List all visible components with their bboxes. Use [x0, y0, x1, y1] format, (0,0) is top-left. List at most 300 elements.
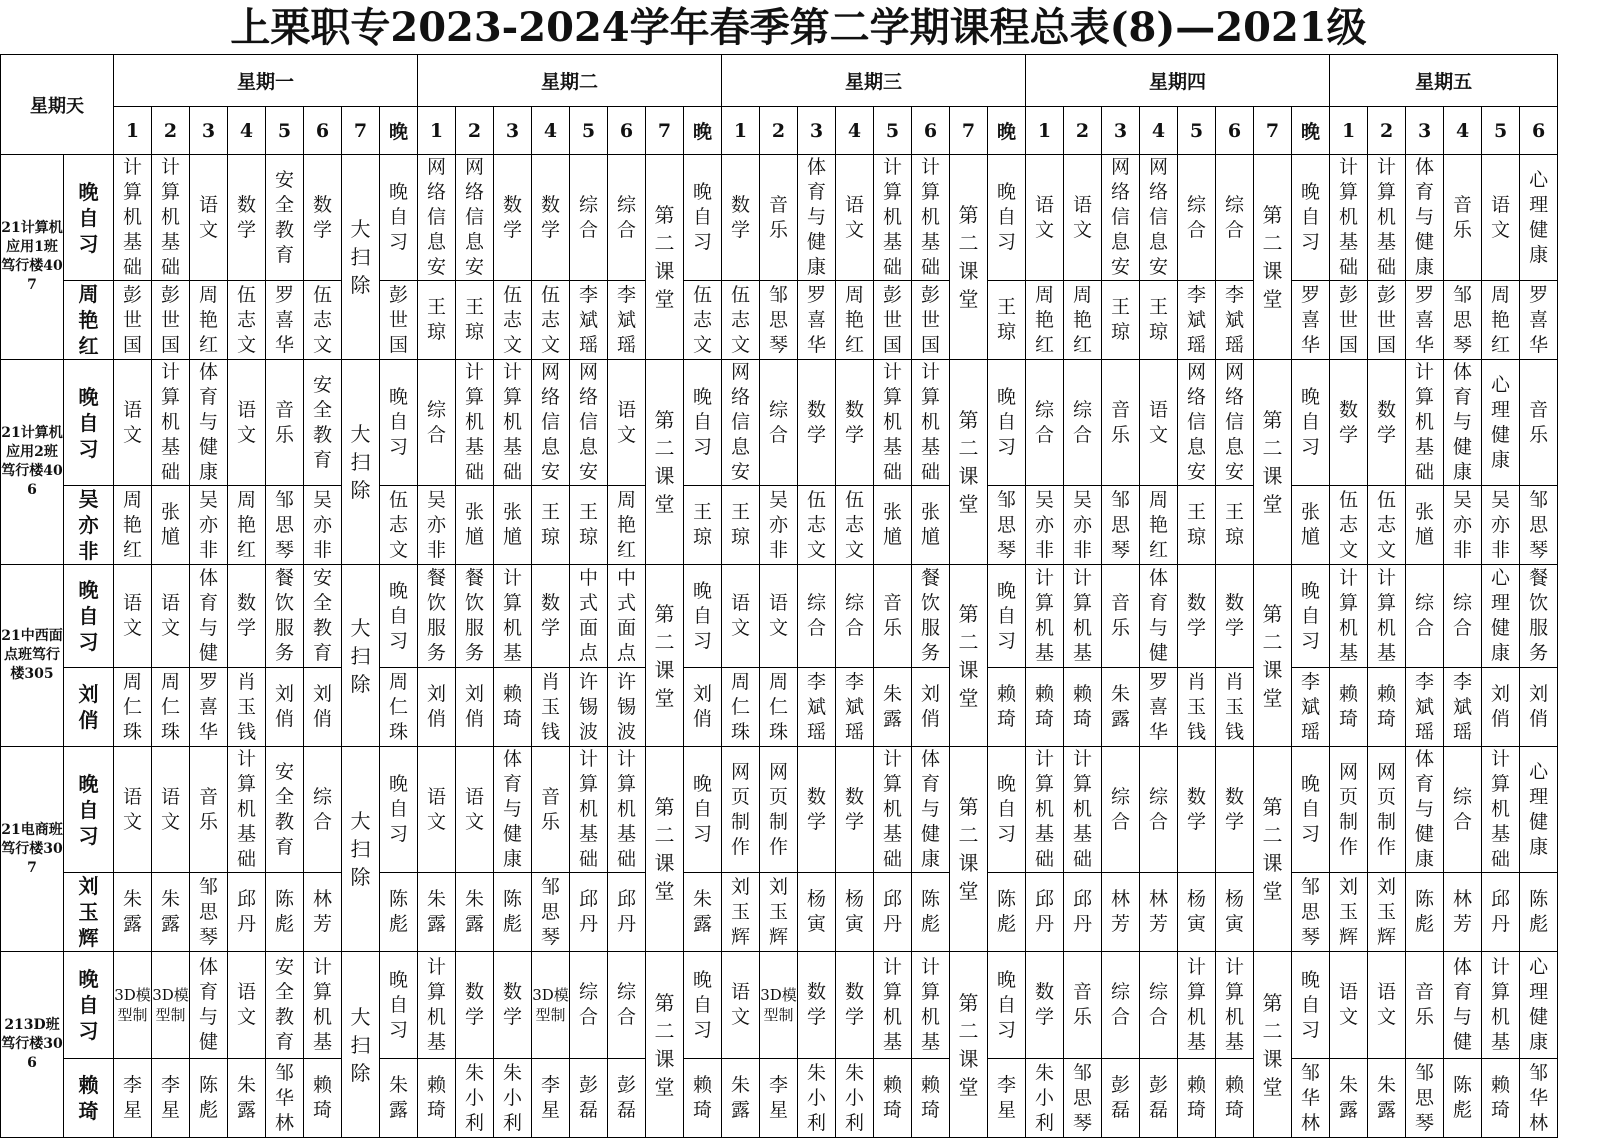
course-cell: 网络信息安: [722, 360, 760, 486]
course-cell: 计算机基础: [1330, 155, 1368, 281]
course-cell: 综合: [418, 360, 456, 486]
teacher-cell: 彭世国: [1368, 281, 1406, 360]
teacher-cell: 陈彪: [1520, 873, 1558, 952]
course-cell: 数学: [836, 952, 874, 1059]
teacher-cell: 王琼: [570, 486, 608, 565]
course-cell: 体育与健康: [912, 747, 950, 873]
period-header: 1: [114, 107, 152, 155]
head-teacher: 吴亦非: [64, 486, 114, 565]
course-cell: 体育与健: [1140, 565, 1178, 668]
course-cell: 语文: [1330, 952, 1368, 1059]
course-cell: 餐饮服务: [912, 565, 950, 668]
course-cell: 综合: [1140, 747, 1178, 873]
head-teacher: 刘俏: [64, 668, 114, 747]
period-header: 1: [1026, 107, 1064, 155]
course-cell: 数学: [1330, 360, 1368, 486]
course-cell: 计算机基础: [152, 360, 190, 486]
teacher-cell: 邹思琴: [1406, 1059, 1444, 1138]
class-course-row: [1, 155, 1558, 281]
evening-cell: 晚自习: [380, 747, 418, 873]
period-header: 5: [1178, 107, 1216, 155]
evening-cell: 晚自习: [1292, 747, 1330, 873]
teacher-cell: 周艳红: [608, 486, 646, 565]
teacher-cell: 刘玉辉: [760, 873, 798, 952]
course-cell: 网络信息安: [1140, 155, 1178, 281]
teacher-cell: 罗喜华: [1406, 281, 1444, 360]
course-cell: 语文: [722, 952, 760, 1059]
teacher-cell: 彭世国: [114, 281, 152, 360]
second-class-cell: 第二课堂: [950, 952, 988, 1138]
period-header: 2: [456, 107, 494, 155]
class-teacher-row: [1, 873, 1558, 952]
class-name: 21中西面点班笃行楼305: [1, 565, 64, 747]
course-cell: 网络信息安: [1216, 360, 1254, 486]
second-class-cell: 第二课堂: [646, 747, 684, 952]
course-cell: 综合: [1444, 565, 1482, 668]
evening-teacher-cell: 伍志文: [684, 281, 722, 360]
teacher-cell: 罗喜华: [266, 281, 304, 360]
evening-cell: 晚自习: [1292, 155, 1330, 281]
course-cell: 数学: [228, 155, 266, 281]
teacher-cell: 张馗: [912, 486, 950, 565]
period-header: 4: [1444, 107, 1482, 155]
course-cell: 音乐: [760, 155, 798, 281]
course-cell: 综合: [570, 155, 608, 281]
course-cell: 计算机基础: [1406, 360, 1444, 486]
day-header-row: [1, 55, 1558, 107]
period-header: 6: [608, 107, 646, 155]
course-cell: 数学: [798, 360, 836, 486]
teacher-cell: 刘俏: [456, 668, 494, 747]
evening-cell: 晚自习: [380, 565, 418, 668]
evening-teacher-cell: 朱露: [380, 1059, 418, 1138]
teacher-cell: 陈彪: [266, 873, 304, 952]
second-class-cell: 第二课堂: [646, 952, 684, 1138]
course-cell: 3D模型制: [532, 952, 570, 1059]
period-header: 4: [532, 107, 570, 155]
class-teacher-row: [1, 486, 1558, 565]
teacher-cell: 朱露: [456, 873, 494, 952]
course-cell: 语文: [152, 747, 190, 873]
teacher-cell: 彭磊: [1102, 1059, 1140, 1138]
teacher-cell: 朱小利: [836, 1059, 874, 1138]
period-header: 1: [722, 107, 760, 155]
teacher-cell: 周仁珠: [114, 668, 152, 747]
course-cell: 数学: [228, 565, 266, 668]
course-cell: 体育与健康: [494, 747, 532, 873]
course-cell: 3D模型制: [760, 952, 798, 1059]
course-cell: 音乐: [1102, 360, 1140, 486]
teacher-cell: 吴亦非: [1444, 486, 1482, 565]
course-cell: 3D模型制: [152, 952, 190, 1059]
period-header: 晚: [380, 107, 418, 155]
teacher-cell: 彭磊: [1140, 1059, 1178, 1138]
row-label: 晚自习: [64, 360, 114, 486]
course-cell: 餐饮服务: [1520, 565, 1558, 668]
course-cell: 语文: [456, 747, 494, 873]
course-cell: 安全教育: [304, 565, 342, 668]
course-cell: 计算机基础: [912, 155, 950, 281]
course-cell: 计算机基础: [570, 747, 608, 873]
teacher-cell: 彭磊: [570, 1059, 608, 1138]
course-cell: 计算机基础: [874, 155, 912, 281]
course-cell: 综合: [570, 952, 608, 1059]
course-cell: 数学: [1178, 747, 1216, 873]
class-name: 21电商班笃行楼307: [1, 747, 64, 952]
evening-cell: 晚自习: [1292, 952, 1330, 1059]
course-cell: 音乐: [1406, 952, 1444, 1059]
class-teacher-row: [1, 1059, 1558, 1138]
course-cell: 网络信息安: [570, 360, 608, 486]
teacher-cell: 张馗: [456, 486, 494, 565]
period-header: 2: [152, 107, 190, 155]
course-cell: 语文: [114, 565, 152, 668]
course-cell: 体育与健康: [1444, 360, 1482, 486]
course-cell: 综合: [1444, 747, 1482, 873]
period-header: 5: [1482, 107, 1520, 155]
teacher-cell: 朱小利: [798, 1059, 836, 1138]
teacher-cell: 朱小利: [456, 1059, 494, 1138]
course-cell: 网络信息安: [532, 360, 570, 486]
page-title: 上栗职专2023-2024学年春季第二学期课程总表(8)—2021级: [230, 4, 1367, 51]
row-label: 晚自习: [64, 155, 114, 281]
teacher-cell: 伍志文: [532, 281, 570, 360]
course-cell: 语文: [1064, 155, 1102, 281]
teacher-cell: 周艳红: [228, 486, 266, 565]
teacher-cell: 赖琦: [1026, 668, 1064, 747]
evening-teacher-cell: 彭世国: [380, 281, 418, 360]
course-cell: 计算机基础: [456, 360, 494, 486]
teacher-cell: 李星: [532, 1059, 570, 1138]
teacher-cell: 朱小利: [1026, 1059, 1064, 1138]
teacher-cell: 李星: [114, 1059, 152, 1138]
evening-cell: 晚自习: [380, 952, 418, 1059]
teacher-cell: 王琼: [418, 281, 456, 360]
teacher-cell: 杨寅: [798, 873, 836, 952]
course-cell: 心理健康: [1482, 360, 1520, 486]
evening-cell: 晚自习: [988, 155, 1026, 281]
period-header: 晚: [684, 107, 722, 155]
course-cell: 计算机基础: [1368, 155, 1406, 281]
evening-cell: 晚自习: [380, 360, 418, 486]
evening-cell: 晚自习: [684, 155, 722, 281]
teacher-cell: 邱丹: [1064, 873, 1102, 952]
teacher-cell: 陈彪: [1406, 873, 1444, 952]
teacher-cell: 赖琦: [494, 668, 532, 747]
period-header: 1: [1330, 107, 1368, 155]
evening-cell: 晚自习: [1292, 565, 1330, 668]
teacher-cell: 周仁珠: [722, 668, 760, 747]
head-teacher: 刘玉辉: [64, 873, 114, 952]
teacher-cell: 赖琦: [1330, 668, 1368, 747]
class-course-row: [1, 747, 1558, 873]
course-cell: 计算机基础: [1026, 747, 1064, 873]
course-cell: 网页制作: [760, 747, 798, 873]
course-cell: 计算机基础: [874, 747, 912, 873]
course-cell: 综合: [836, 565, 874, 668]
course-cell: 计算机基础: [494, 360, 532, 486]
teacher-cell: 刘俏: [1482, 668, 1520, 747]
class-course-row: [1, 565, 1558, 668]
teacher-cell: 许锡波: [570, 668, 608, 747]
teacher-cell: 林芳: [1140, 873, 1178, 952]
teacher-cell: 李斌瑶: [798, 668, 836, 747]
day-header: 星期四: [1026, 55, 1330, 107]
course-cell: 语文: [760, 565, 798, 668]
corner-header: 星期天: [1, 55, 114, 155]
course-cell: 安全教育: [266, 952, 304, 1059]
course-cell: 数学: [1216, 747, 1254, 873]
course-cell: 网页制作: [1368, 747, 1406, 873]
teacher-cell: 张馗: [494, 486, 532, 565]
cleaning-cell: 大扫除: [342, 565, 380, 747]
course-cell: 安全教育: [266, 747, 304, 873]
course-cell: 综合: [1026, 360, 1064, 486]
teacher-cell: 邱丹: [228, 873, 266, 952]
course-cell: 综合: [1406, 565, 1444, 668]
teacher-cell: 伍志文: [494, 281, 532, 360]
course-cell: 计算机基: [1368, 565, 1406, 668]
course-cell: 数学: [532, 565, 570, 668]
evening-teacher-cell: 陈彪: [380, 873, 418, 952]
row-label: 晚自习: [64, 747, 114, 873]
teacher-cell: 罗喜华: [1140, 668, 1178, 747]
teacher-cell: 李斌瑶: [836, 668, 874, 747]
teacher-cell: 吴亦非: [1482, 486, 1520, 565]
evening-cell: 晚自习: [1292, 360, 1330, 486]
cleaning-cell: 大扫除: [342, 155, 380, 360]
teacher-cell: 吴亦非: [190, 486, 228, 565]
teacher-cell: 邹思琴: [1102, 486, 1140, 565]
teacher-cell: 邱丹: [570, 873, 608, 952]
teacher-cell: 邱丹: [1482, 873, 1520, 952]
period-header: 7: [1254, 107, 1292, 155]
teacher-cell: 邹华林: [1520, 1059, 1558, 1138]
teacher-cell: 陈彪: [494, 873, 532, 952]
course-cell: 体育与健康: [1406, 155, 1444, 281]
period-header: 晚: [988, 107, 1026, 155]
course-cell: 计算机基础: [1064, 747, 1102, 873]
course-cell: 数学: [494, 952, 532, 1059]
teacher-cell: 王琼: [1102, 281, 1140, 360]
course-cell: 餐饮服务: [266, 565, 304, 668]
course-cell: 网页制作: [722, 747, 760, 873]
teacher-cell: 伍志文: [228, 281, 266, 360]
period-header: 2: [760, 107, 798, 155]
teacher-cell: 邹思琴: [1444, 281, 1482, 360]
teacher-cell: 李星: [760, 1059, 798, 1138]
teacher-cell: 刘俏: [304, 668, 342, 747]
course-cell: 计算机基础: [152, 155, 190, 281]
teacher-cell: 吴亦非: [760, 486, 798, 565]
course-cell: 数学: [1368, 360, 1406, 486]
day-header: 星期一: [114, 55, 418, 107]
course-cell: 体育与健: [190, 565, 228, 668]
teacher-cell: 刘俏: [418, 668, 456, 747]
course-cell: 综合: [1102, 747, 1140, 873]
teacher-cell: 李斌瑶: [1406, 668, 1444, 747]
teacher-cell: 赖琦: [304, 1059, 342, 1138]
teacher-cell: 王琼: [1178, 486, 1216, 565]
teacher-cell: 罗喜华: [190, 668, 228, 747]
evening-teacher-cell: 伍志文: [380, 486, 418, 565]
course-cell: 音乐: [1064, 952, 1102, 1059]
teacher-cell: 朱露: [228, 1059, 266, 1138]
second-class-cell: 第二课堂: [1254, 952, 1292, 1138]
teacher-cell: 朱露: [722, 1059, 760, 1138]
course-cell: 音乐: [1520, 360, 1558, 486]
teacher-cell: 吴亦非: [418, 486, 456, 565]
teacher-cell: 肖玉钱: [1216, 668, 1254, 747]
period-header: 5: [874, 107, 912, 155]
course-cell: 语文: [114, 747, 152, 873]
course-cell: 数学: [1216, 565, 1254, 668]
row-label: 晚自习: [64, 565, 114, 668]
teacher-cell: 周仁珠: [152, 668, 190, 747]
teacher-cell: 赖琦: [1368, 668, 1406, 747]
course-cell: 计算机基: [1330, 565, 1368, 668]
teacher-cell: 王琼: [532, 486, 570, 565]
course-cell: 体育与健康: [190, 360, 228, 486]
evening-teacher-cell: 陈彪: [988, 873, 1026, 952]
teacher-cell: 张馗: [152, 486, 190, 565]
course-cell: 计算机基: [494, 565, 532, 668]
course-cell: 音乐: [266, 360, 304, 486]
course-cell: 数学: [456, 952, 494, 1059]
course-cell: 网络信息安: [1102, 155, 1140, 281]
teacher-cell: 伍志文: [1368, 486, 1406, 565]
teacher-cell: 吴亦非: [1026, 486, 1064, 565]
evening-teacher-cell: 李斌瑶: [1292, 668, 1330, 747]
teacher-cell: 王琼: [722, 486, 760, 565]
course-cell: 心理健康: [1520, 747, 1558, 873]
teacher-cell: 伍志文: [798, 486, 836, 565]
course-cell: 网络信息安: [456, 155, 494, 281]
teacher-cell: 赖琦: [912, 1059, 950, 1138]
course-cell: 语文: [228, 952, 266, 1059]
evening-cell: 晚自习: [988, 360, 1026, 486]
teacher-cell: 林芳: [304, 873, 342, 952]
course-cell: 综合: [304, 747, 342, 873]
row-label: 晚自习: [64, 952, 114, 1059]
course-cell: 音乐: [874, 565, 912, 668]
head-teacher: 周艳红: [64, 281, 114, 360]
teacher-cell: 朱露: [874, 668, 912, 747]
teacher-cell: 周艳红: [1026, 281, 1064, 360]
teacher-cell: 周艳红: [1482, 281, 1520, 360]
teacher-cell: 刘俏: [912, 668, 950, 747]
teacher-cell: 李星: [152, 1059, 190, 1138]
course-cell: 数学: [798, 747, 836, 873]
evening-cell: 晚自习: [684, 360, 722, 486]
teacher-cell: 邹思琴: [1520, 486, 1558, 565]
course-cell: 数学: [836, 747, 874, 873]
course-cell: 计算机基: [418, 952, 456, 1059]
teacher-cell: 赖琦: [1482, 1059, 1520, 1138]
teacher-cell: 张馗: [874, 486, 912, 565]
period-header: 2: [1064, 107, 1102, 155]
course-cell: 计算机基础: [608, 747, 646, 873]
teacher-cell: 李斌瑶: [570, 281, 608, 360]
cleaning-cell: 大扫除: [342, 360, 380, 565]
period-header: 3: [1406, 107, 1444, 155]
period-header: 3: [190, 107, 228, 155]
teacher-cell: 李斌瑶: [1178, 281, 1216, 360]
course-cell: 音乐: [190, 747, 228, 873]
second-class-cell: 第二课堂: [950, 360, 988, 565]
teacher-cell: 邹华林: [266, 1059, 304, 1138]
teacher-cell: 伍志文: [304, 281, 342, 360]
teacher-cell: 朱小利: [494, 1059, 532, 1138]
course-cell: 计算机基础: [1482, 747, 1520, 873]
course-cell: 心理健康: [1482, 565, 1520, 668]
evening-teacher-cell: 邹华林: [1292, 1059, 1330, 1138]
evening-cell: 晚自习: [988, 952, 1026, 1059]
course-cell: 语文: [608, 360, 646, 486]
course-cell: 计算机基: [304, 952, 342, 1059]
course-cell: 3D模型制: [114, 952, 152, 1059]
period-header: 6: [304, 107, 342, 155]
teacher-cell: 刘玉辉: [722, 873, 760, 952]
teacher-cell: 周艳红: [836, 281, 874, 360]
course-cell: 数学: [798, 952, 836, 1059]
course-cell: 语文: [722, 565, 760, 668]
evening-teacher-cell: 赖琦: [684, 1059, 722, 1138]
course-cell: 计算机基: [1026, 565, 1064, 668]
teacher-cell: 张馗: [1406, 486, 1444, 565]
teacher-cell: 彭世国: [152, 281, 190, 360]
period-header: 6: [912, 107, 950, 155]
evening-teacher-cell: 张馗: [1292, 486, 1330, 565]
course-cell: 综合: [1178, 155, 1216, 281]
period-header: 7: [342, 107, 380, 155]
teacher-cell: 刘玉辉: [1330, 873, 1368, 952]
teacher-cell: 赖琦: [874, 1059, 912, 1138]
teacher-cell: 邹思琴: [760, 281, 798, 360]
class-name: 21计算机应用2班笃行楼406: [1, 360, 64, 565]
teacher-cell: 刘玉辉: [1368, 873, 1406, 952]
course-cell: 网络信息安: [418, 155, 456, 281]
teacher-cell: 杨寅: [1178, 873, 1216, 952]
teacher-cell: 伍志文: [722, 281, 760, 360]
course-cell: 计算机基: [1064, 565, 1102, 668]
teacher-cell: 李斌瑶: [1216, 281, 1254, 360]
evening-teacher-cell: 邹思琴: [988, 486, 1026, 565]
course-cell: 网页制作: [1330, 747, 1368, 873]
course-cell: 计算机基: [912, 952, 950, 1059]
period-header: 7: [950, 107, 988, 155]
teacher-cell: 朱露: [152, 873, 190, 952]
teacher-cell: 周艳红: [114, 486, 152, 565]
course-cell: 数学: [1178, 565, 1216, 668]
course-cell: 数学: [722, 155, 760, 281]
teacher-cell: 周艳红: [1064, 281, 1102, 360]
course-cell: 语文: [190, 155, 228, 281]
teacher-cell: 周仁珠: [760, 668, 798, 747]
second-class-cell: 第二课堂: [950, 747, 988, 952]
teacher-cell: 陈彪: [1444, 1059, 1482, 1138]
day-header: 星期三: [722, 55, 1026, 107]
course-cell: 综合: [608, 952, 646, 1059]
course-cell: 语文: [418, 747, 456, 873]
teacher-cell: 赖琦: [1216, 1059, 1254, 1138]
teacher-cell: 朱露: [114, 873, 152, 952]
course-cell: 计算机基: [1482, 952, 1520, 1059]
course-cell: 计算机基础: [874, 360, 912, 486]
course-cell: 数学: [532, 155, 570, 281]
period-header: 5: [570, 107, 608, 155]
class-course-row: [1, 952, 1558, 1059]
